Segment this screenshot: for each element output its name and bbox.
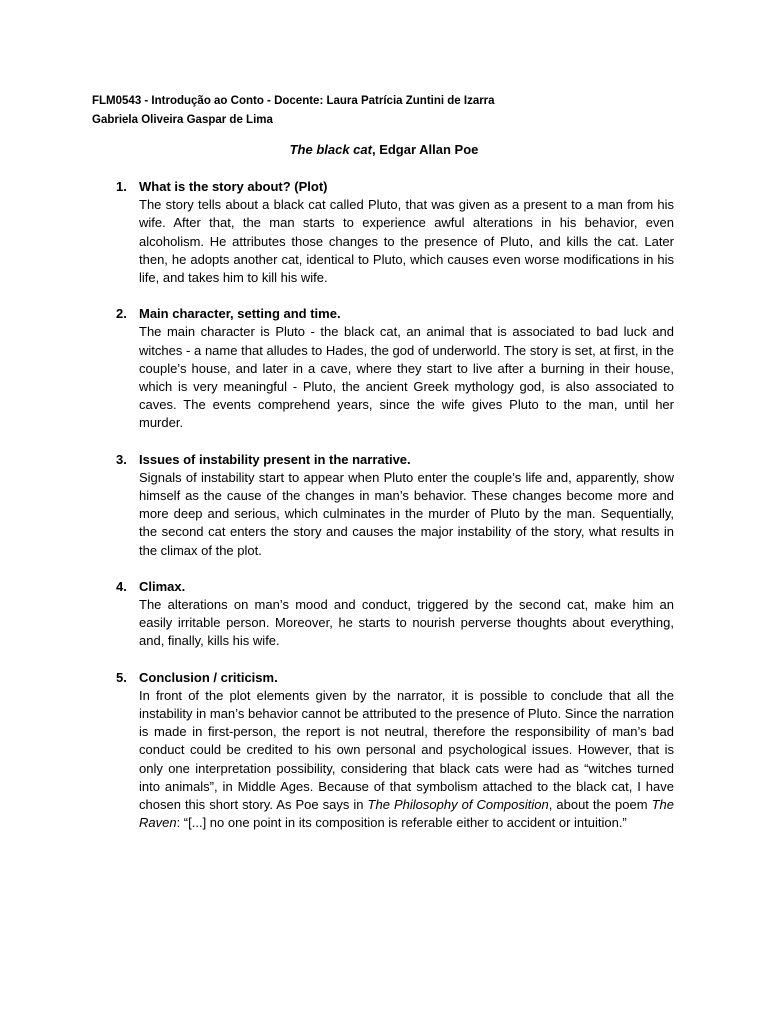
section-heading: Main character, setting and time. <box>139 306 341 322</box>
section-heading: Conclusion / criticism. <box>139 669 278 685</box>
section-instability <box>116 451 674 560</box>
section-conclusion <box>116 669 674 833</box>
section-number: 3. <box>116 451 127 467</box>
section-body: Signals of instability start to appear when Pluto enter the couple’s life and, apparently, show himself as the cause of the changes in man’s behavior. These changes become more and more deep and serious, which culminates in the murder of Pluto by the man. Sequentially, the second cat enters the story and causes the major instability of the story, what results in the climax of the plot. <box>139 469 674 558</box>
author-line: Gabriela Oliveira Gaspar de Lima <box>92 114 273 126</box>
conclusion-text-part2: , about the poem <box>548 797 652 813</box>
sections-list <box>116 178 674 851</box>
section-body <box>139 687 674 833</box>
section-heading: Climax. <box>139 578 186 594</box>
poem-title: The Raven <box>139 797 674 831</box>
section-number: 4. <box>116 578 127 594</box>
section-number: 2. <box>116 306 127 322</box>
section-number: 1. <box>116 179 127 194</box>
title-author: , Edgar Allan Poe <box>371 142 479 157</box>
section-character-setting <box>116 305 674 432</box>
section-number: 5. <box>116 669 127 685</box>
section-body: The story tells about a black cat called Pluto, that was given as a present to a man from his wife. After that, the man starts to experience awful alterations in his behavior, even alcoholism. He attributes those changes to the presence of Pluto, and kills the cat. Later then, he adopts another cat, identical to Pluto, which causes even worse modifications in his life, and takes him to kill his wife. <box>139 197 674 286</box>
section-climax <box>116 578 674 651</box>
document-header <box>92 92 692 130</box>
section-heading: What is the story about? (Plot) <box>139 179 328 194</box>
document-title <box>0 141 768 159</box>
conclusion-text-part3: : “[...] no one point in its composition is referable either to accident or intuition.” <box>176 815 627 831</box>
section-heading: Issues of instability present in the narrative. <box>139 451 411 467</box>
conclusion-text-part1: In front of the plot elements given by the narrator, it is possible to conclude that all the instability in man’s behavior cannot be attributed to the presence of Pluto. Since the narration is made in first-person, the report is not neutral, therefore the responsibility of man’s bad conduct could be credited to his own personal and psychological issues. However, that is only one interpretation possibility, considering that black cats were had as “witches turned into animals”, in Middle Ages. Because of that symbolism attached to the black cat, I have chosen this short story. As Poe says in <box>139 687 674 813</box>
section-body: The alterations on man’s mood and conduct, triggered by the second cat, make him an easily irritable person. Moreover, he starts to nourish perverse thoughts about everything, and, finally, kills his wife. <box>139 597 674 649</box>
course-line: FLM0543 - Introdução ao Conto - Docente: Laura Patrícia Zuntini de Izarra <box>92 95 495 107</box>
book-title: The Philosophy of Composition <box>367 797 549 813</box>
section-body: The main character is Pluto - the black cat, an animal that is associated to bad luck and witches - a name that alludes to Hades, the god of underworld. The story is set, at first, in the couple’s house, and later in a cave, where they start to live after a burning in their house, which is very meaningful - Pluto, the ancient Greek mythology god, is also associated to caves. The events comprehend years, since the wife gives Pluto to the man, until her murder. <box>139 324 674 431</box>
work-title: The black cat <box>289 142 372 157</box>
section-plot <box>116 178 674 287</box>
